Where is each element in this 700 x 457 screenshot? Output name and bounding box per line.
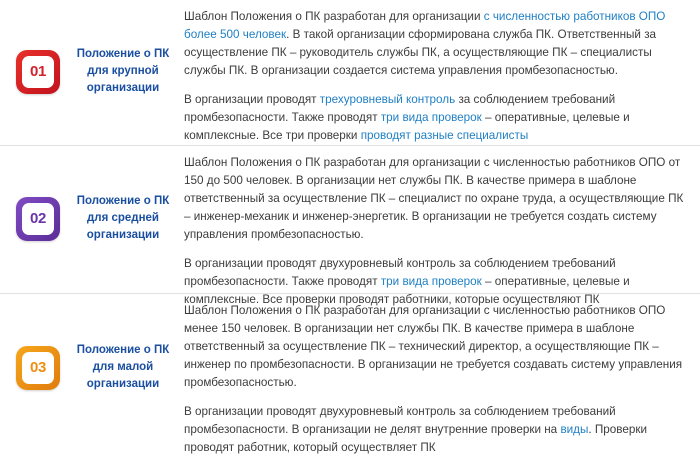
text-segment: В организации проводят двухуровневый контроль за соблюдением требований промбезопасности. Также проводят bbox=[184, 257, 616, 289]
inline-link[interactable]: три вида проверок bbox=[380, 275, 482, 289]
text-segment: . Проверки проводят работник, который осуществляет ПК bbox=[184, 423, 648, 455]
row-paragraph-1 bbox=[184, 154, 690, 244]
table-row bbox=[0, 0, 700, 146]
text-segment: В организации проводят bbox=[184, 93, 320, 107]
row-title: Положение о ПК для средней организации bbox=[76, 195, 170, 241]
number-badge bbox=[16, 346, 60, 390]
row-paragraph-1 bbox=[184, 302, 690, 392]
text-segment: Шаблон Положения о ПК разработан для организации с численностью работников ОПО от 150 до 500 человек. В организации нет службы ПК. В качестве примера в шаблоне ответственный за осуществление ПК – специалист по охране труда, а осуществляющие ПК – инженер-механик и инженер-энергетик. В организации не требуется создать систему управления промбезопасностью. bbox=[184, 156, 684, 242]
text-segment: – оперативные, целевые и комплексные. Все проверки проводят работники, которые осуществляют ПК bbox=[184, 275, 630, 307]
badge-cell bbox=[6, 50, 70, 94]
row-paragraph-2 bbox=[184, 91, 690, 145]
row-title: Положение о ПК для малой организации bbox=[76, 344, 170, 390]
badge-number: 02 bbox=[22, 203, 54, 235]
inline-link[interactable]: трехуровневый контроль bbox=[319, 93, 456, 107]
text-segment: В организации проводят двухуровневый контроль за соблюдением требований промбезопасности. В организации не делят внутренние проверки на bbox=[184, 405, 616, 437]
inline-link[interactable]: виды bbox=[560, 423, 589, 437]
table-row bbox=[0, 294, 700, 455]
row-description bbox=[180, 302, 694, 457]
row-paragraph-2 bbox=[184, 403, 690, 457]
text-segment: . В такой организации сформирована служба ПК. Ответственный за осуществление ПК – руководитель службы ПК, а осуществляющие ПК – специалисты службы ПК. В организации создается система управления промбезопасностью. bbox=[184, 28, 657, 78]
table-row bbox=[0, 146, 700, 307]
row-description bbox=[180, 8, 694, 145]
inline-link[interactable]: три вида проверок bbox=[380, 111, 482, 125]
badge-number: 01 bbox=[22, 56, 54, 88]
row-description bbox=[180, 154, 694, 309]
text-segment: Шаблон Положения о ПК разработан для организации bbox=[184, 10, 484, 23]
number-badge bbox=[16, 50, 60, 94]
text-segment: за соблюдением требований промбезопасности. Также проводят bbox=[184, 93, 616, 125]
inline-link[interactable]: с численностью работников ОПО более 500 человек bbox=[184, 10, 666, 42]
text-segment: – оперативные, целевые и комплексные. Все три проверки bbox=[184, 111, 630, 143]
badge-number: 03 bbox=[22, 352, 54, 384]
inline-link[interactable]: проводят разные специалисты bbox=[360, 129, 529, 143]
row-title: Положение о ПК для крупной организации bbox=[76, 48, 170, 94]
badge-cell bbox=[6, 197, 70, 241]
row-paragraph-1 bbox=[184, 8, 690, 80]
text-segment: Шаблон Положения о ПК разработан для организации с численностью работников ОПО менее 150 человек. В организации нет службы ПК. В качестве примера в шаблоне ответственный за осуществление ПК – технический директор, а осуществляющие ПК – инженер по промбезопасности. В организации не требуется создавать систему управления промбезопасностью. bbox=[184, 304, 683, 390]
badge-cell bbox=[6, 346, 70, 390]
number-badge bbox=[16, 197, 60, 241]
